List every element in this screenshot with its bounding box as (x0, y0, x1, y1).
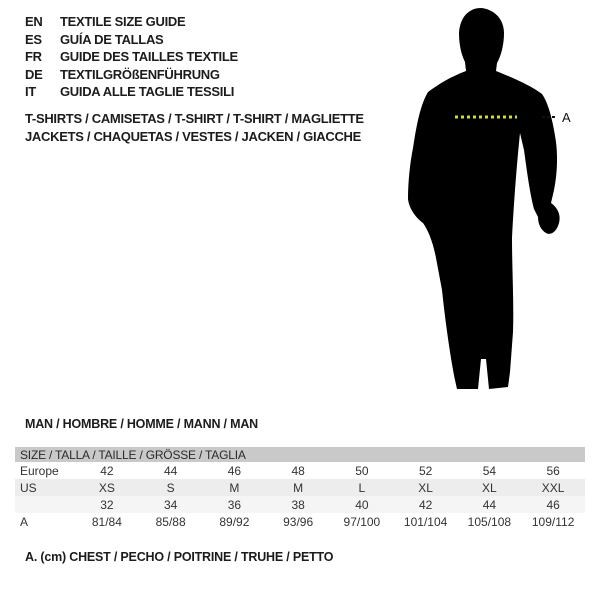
size-cell: 44 (163, 463, 178, 478)
language-code: DE (25, 66, 43, 82)
category-jackets: JACKETS / CHAQUETAS / VESTES / JACKEN / GIACCHE (25, 129, 361, 144)
size-cell: 46 (227, 463, 242, 478)
size-cell: 109/112 (531, 514, 575, 529)
size-cell: XL (418, 480, 433, 495)
size-cell: 105/108 (467, 514, 512, 529)
size-cell: 81/84 (91, 514, 122, 529)
size-cell: 42 (418, 497, 433, 512)
size-cell: S (166, 480, 175, 495)
size-cell: 101/104 (403, 514, 448, 529)
size-table-header: SIZE / TALLA / TAILLE / GRÖSSE / TAGLIA (15, 447, 585, 462)
size-cell: 50 (355, 463, 369, 478)
language-label: GUIDA ALLE TAGLIE TESSILI (60, 84, 235, 100)
man-silhouette-figure (395, 0, 575, 400)
size-cell: 32 (100, 497, 114, 512)
language-code: EN (25, 14, 43, 30)
size-cell: M (293, 480, 304, 495)
row-label: US (20, 480, 37, 495)
size-cell: 97/100 (343, 514, 381, 529)
size-cell: 85/88 (155, 514, 186, 529)
language-label: GUÍA DE TALLAS (60, 31, 164, 47)
size-cell: 36 (227, 497, 242, 512)
size-cell: 46 (546, 497, 560, 512)
size-cell: XL (482, 480, 497, 495)
language-row-es (25, 31, 238, 49)
language-label: TEXTILGRÖßENFÜHRUNG (60, 66, 220, 82)
measurement-footnote: A. (cm) CHEST / PECHO / POITRINE / TRUHE / PETTO (25, 550, 334, 564)
language-code: ES (25, 31, 42, 47)
size-cell: L (358, 480, 366, 495)
size-cell: XXL (541, 480, 565, 495)
size-cell: 93/96 (283, 514, 314, 529)
measure-label-a: A (562, 110, 571, 125)
language-row-en (25, 13, 238, 31)
table-row-us-numeric (15, 496, 585, 513)
man-silhouette-shape (408, 8, 560, 389)
size-cell: 54 (482, 463, 497, 478)
language-label: TEXTILE SIZE GUIDE (60, 14, 186, 30)
table-row-chest-a (15, 513, 585, 530)
size-cell: 40 (355, 497, 369, 512)
category-tshirts: T-SHIRTS / CAMISETAS / T-SHIRT / T-SHIRT / MAGLIETTE (25, 111, 364, 126)
size-cell: 38 (291, 497, 305, 512)
language-row-fr (25, 48, 238, 66)
size-cell: 48 (291, 463, 305, 478)
man-silhouette-svg (395, 0, 575, 400)
row-label: A (20, 514, 29, 529)
size-cell: 34 (163, 497, 178, 512)
language-code: FR (25, 49, 42, 65)
table-row-europe (15, 462, 585, 479)
size-cell: 44 (482, 497, 497, 512)
language-row-it (25, 83, 238, 101)
language-label: GUIDE DES TAILLES TEXTILE (60, 49, 238, 65)
garment-categories (25, 110, 364, 146)
table-row-us (15, 479, 585, 496)
size-cell: M (229, 480, 240, 495)
size-cell: 52 (418, 463, 433, 478)
language-row-de (25, 66, 238, 84)
row-label: Europe (20, 463, 59, 478)
size-cell: 89/92 (219, 514, 250, 529)
size-cell: 56 (546, 463, 560, 478)
section-title-man: MAN / HOMBRE / HOMME / MANN / MAN (25, 417, 258, 431)
size-table (15, 447, 585, 530)
size-cell: XS (98, 480, 115, 495)
language-code: IT (25, 84, 36, 100)
language-list (25, 13, 238, 101)
size-cell: 42 (100, 463, 114, 478)
